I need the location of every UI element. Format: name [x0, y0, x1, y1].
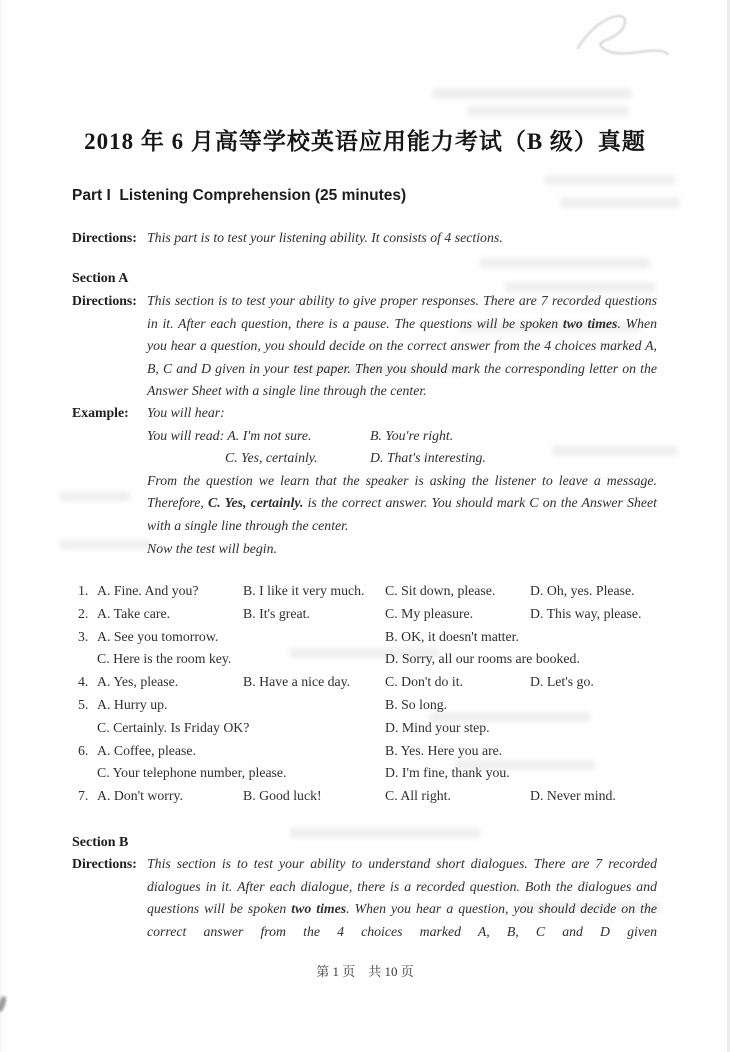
option-a: A. Fine. And you? [97, 583, 199, 598]
directions-text [147, 290, 657, 403]
part1-heading: Part I Listening Comprehension (25 minutes) [72, 187, 407, 204]
question-number [78, 762, 97, 785]
text-segment: From the question we learn that the speaker is asking the listener to leave a message. Therefore, [147, 472, 657, 511]
question-row [78, 626, 678, 649]
section-a-heading: Section A [72, 271, 129, 286]
option-left: C. Certainly. Is Friday OK? [97, 719, 250, 735]
text-segment: is the correct answer. You should mark C on the Answer Sheet with a single line through the center. [147, 495, 657, 533]
directions-label: Directions: [72, 856, 137, 871]
option-a: A. Take care. [97, 605, 171, 621]
bleedthrough-smudge [290, 828, 480, 838]
example-block [72, 402, 657, 560]
option-right: D. Sorry, all our rooms are booked. [385, 651, 580, 667]
bleedthrough-smudge [468, 106, 628, 116]
example-option-c: C. Yes, certainly. [225, 450, 318, 466]
question-row [78, 671, 678, 694]
question-row [78, 785, 678, 808]
option-left: C. Here is the room key. [97, 651, 232, 667]
text-segment: This section is to test your ability to understand short dialogues. There are 7 recorded dialogues in it. After each dialogue, there is a recorded question. Both the dialogues and questions will be spoken [147, 856, 657, 917]
question-number [78, 717, 97, 740]
question-number: 4. [78, 674, 89, 690]
bleedthrough-smudge [560, 198, 680, 208]
option-c: C. My pleasure. [385, 605, 474, 621]
text-segment: This section is to test your ability to give proper responses. There are 7 recorded questions in it. After each question, there is a pause. The questions will be spoken [147, 293, 657, 331]
option-d: D. Let's go. [530, 674, 594, 690]
questions-list [78, 580, 678, 808]
scan-edge-shadow-left [0, 0, 2, 1052]
text-segment: . When you hear a question, you should decide on the correct answer from the 4 choices marked A, B, C and D given in your test paper. Then you should mark the corresponding letter on the Answer Sheet with a single line through the center. [147, 315, 657, 399]
example-body [147, 402, 657, 560]
section-a-directions [72, 290, 657, 403]
example-option-b: B. You're right. [370, 427, 454, 443]
option-d: D. Oh, yes. Please. [530, 583, 635, 598]
example-read-line [147, 425, 657, 448]
option-b: B. I like it very much. [243, 583, 365, 598]
question-row [78, 717, 678, 740]
option-right: B. So long. [385, 696, 448, 712]
option-right: D. Mind your step. [385, 719, 490, 735]
option-left: C. Your telephone number, please. [97, 765, 287, 781]
question-number: 5. [78, 696, 89, 712]
question-number: 1. [78, 583, 89, 598]
example-option-d: D. That's interesting. [370, 450, 486, 466]
option-b: B. Have a nice day. [243, 674, 351, 690]
option-d: D. This way, please. [530, 605, 642, 621]
option-b: B. Good luck! [243, 788, 322, 804]
question-number: 6. [78, 742, 89, 758]
example-begin-line: Now the test will begin. [147, 540, 277, 556]
part1-directions [72, 227, 657, 250]
option-right: B. OK, it doesn't matter. [385, 628, 519, 644]
example-read-line2 [147, 447, 657, 470]
text-segment: two times [562, 315, 618, 331]
option-left: A. Coffee, please. [97, 742, 196, 758]
directions-label: Directions: [72, 293, 137, 308]
question-number: 2. [78, 605, 89, 621]
example-explanation [147, 470, 657, 538]
option-a: A. Yes, please. [97, 674, 179, 690]
option-left: A. Hurry up. [97, 696, 168, 712]
section-b-heading: Section B [72, 835, 129, 850]
bleedthrough-smudge [545, 175, 675, 185]
directions-text [147, 853, 657, 943]
text-segment: C. Yes, certainly. [208, 495, 304, 511]
directions-label: Directions: [72, 230, 137, 245]
option-right: D. I'm fine, thank you. [385, 765, 510, 781]
example-label: Example: [72, 405, 129, 420]
section-b-directions [72, 853, 657, 943]
question-number [78, 648, 97, 671]
question-row [78, 603, 678, 626]
page-number-footer: 第 1 页 共 10 页 [316, 964, 414, 979]
option-c: C. All right. [385, 788, 451, 804]
bleedthrough-smudge [480, 258, 650, 268]
option-right: B. Yes. Here you are. [385, 742, 503, 758]
text-segment: . When you hear a question, you should decide on the correct answer from the 4 choices marked A, B, C and D given [147, 901, 657, 939]
example-option-a: You will read: A. I'm not sure. [147, 427, 312, 443]
directions-text: This part is to test your listening ability. It consists of 4 sections. [147, 230, 503, 245]
question-number: 3. [78, 628, 89, 644]
option-d: D. Never mind. [530, 788, 616, 804]
option-c: C. Don't do it. [385, 674, 463, 690]
exam-title: 2018 年 6 月高等学校英语应用能力考试（B 级）真题 [84, 129, 646, 154]
question-row [78, 694, 678, 717]
question-number: 7. [78, 788, 89, 804]
question-row [78, 740, 678, 763]
question-row [78, 648, 678, 671]
option-a: A. Don't worry. [97, 788, 183, 804]
question-row [78, 762, 678, 785]
bleedthrough-smudge [432, 88, 632, 99]
example-hear-line: You will hear: [147, 405, 225, 420]
option-c: C. Sit down, please. [385, 583, 496, 598]
option-b: B. It's great. [243, 605, 310, 621]
pencil-mark [560, 6, 690, 66]
option-left: A. See you tomorrow. [97, 628, 219, 644]
text-segment: two times [291, 901, 347, 917]
question-row [78, 580, 678, 603]
